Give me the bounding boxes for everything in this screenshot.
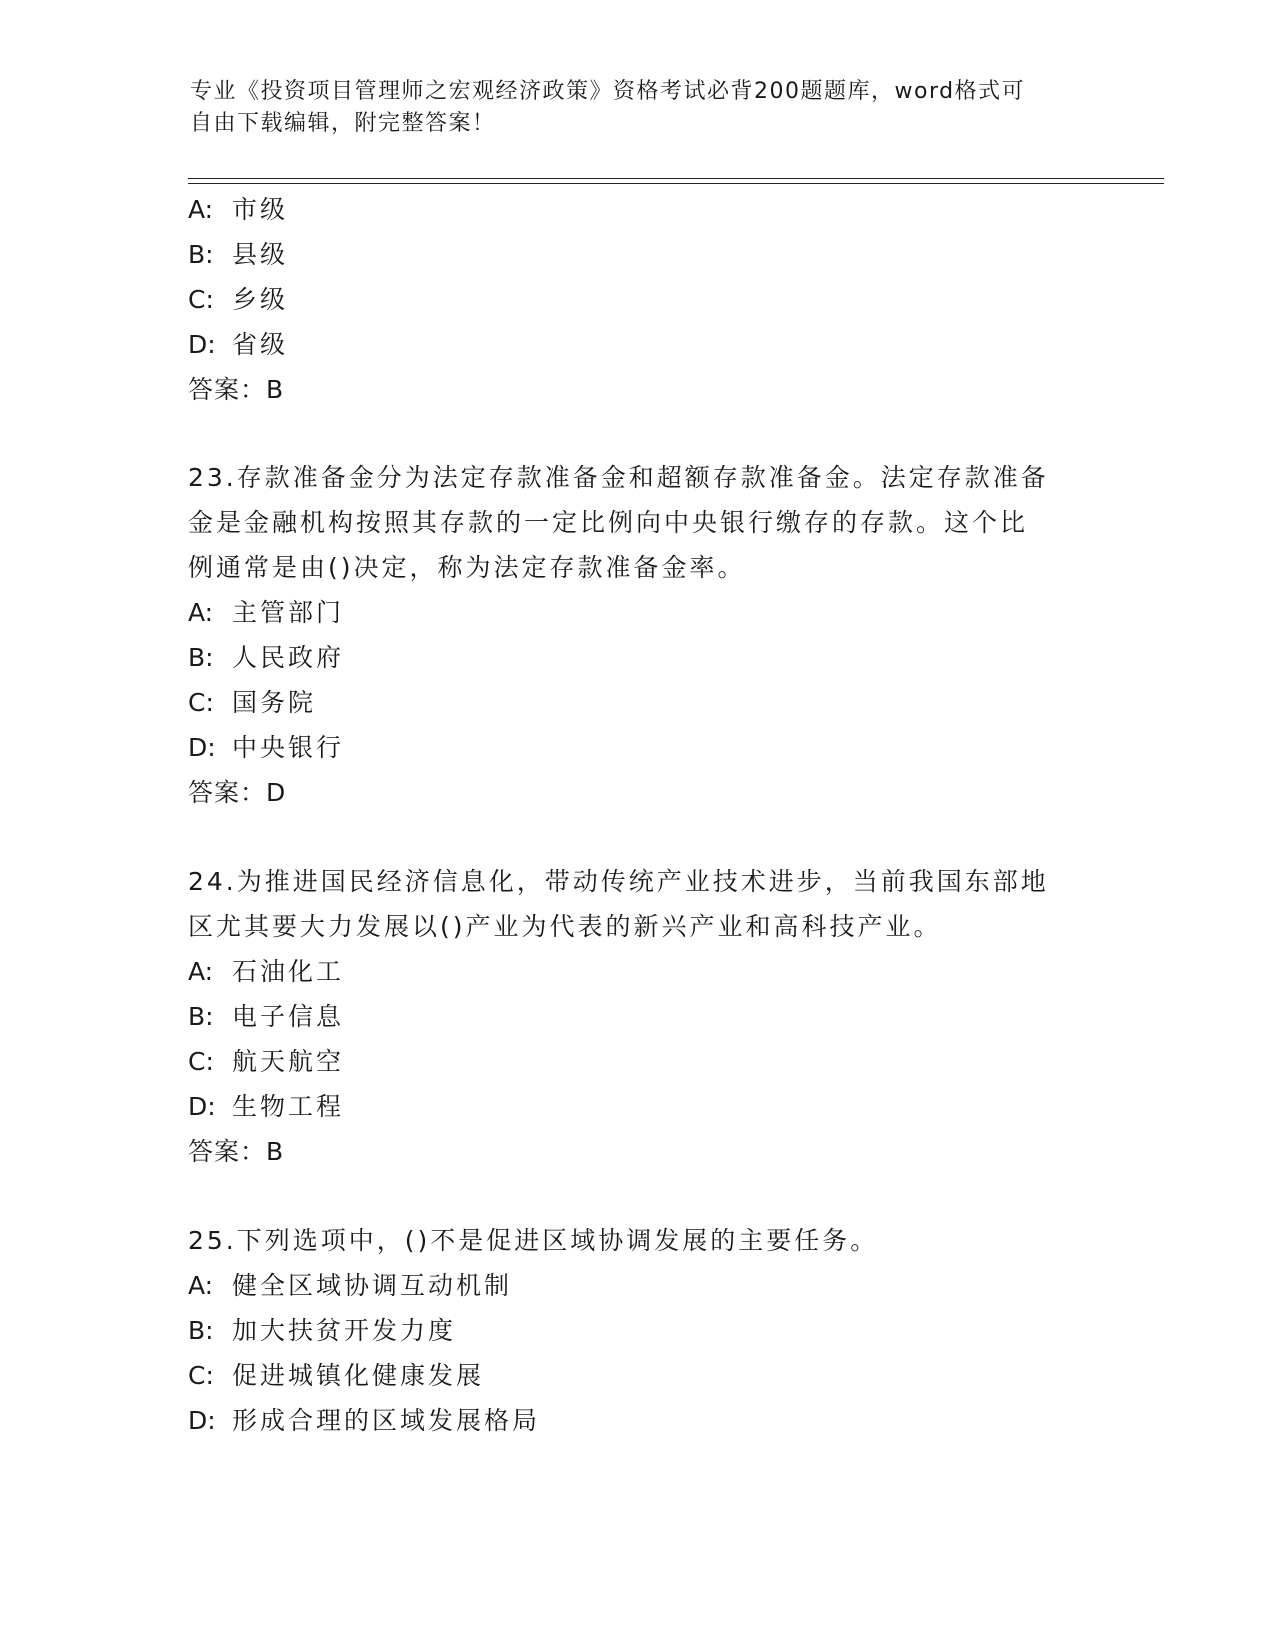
option-text: 县级 <box>232 240 289 269</box>
option-row <box>188 732 344 764</box>
answer-line: 答案：D <box>188 778 287 807</box>
header-title-line-2: 自由下载编辑，附完整答案！ <box>190 111 496 136</box>
option-text: 健全区域协调互动机制 <box>232 1271 513 1300</box>
option-key: B: <box>188 1316 214 1345</box>
option-row <box>188 956 344 988</box>
option-text: 人民政府 <box>232 643 345 672</box>
option-text: 电子信息 <box>232 1002 345 1031</box>
option-row <box>188 1091 344 1123</box>
option-key: B: <box>188 1002 214 1031</box>
option-text: 生物工程 <box>232 1092 345 1121</box>
option-key: D: <box>188 733 216 762</box>
question-line: 23.存款准备金分为法定存款准备金和超额存款准备金。法定存款准备 <box>188 463 1049 492</box>
header-divider <box>188 178 1164 184</box>
option-row <box>188 1270 512 1302</box>
option-text: 加大扶贫开发力度 <box>232 1316 457 1345</box>
option-key: D: <box>188 1406 216 1435</box>
option-row <box>188 329 288 361</box>
option-key: A: <box>188 598 214 627</box>
option-row <box>188 642 344 674</box>
question-line: 区尤其要大力发展以()产业为代表的新兴产业和高科技产业。 <box>188 912 942 941</box>
header-title-line-1: 专业《投资项目管理师之宏观经济政策》资格考试必背200题题库，word格式可 <box>190 79 1026 104</box>
option-row <box>188 1001 344 1033</box>
option-key: B: <box>188 643 214 672</box>
option-row <box>188 1046 344 1078</box>
option-key: C: <box>188 1361 214 1390</box>
answer-line: 答案：B <box>188 375 285 404</box>
option-row <box>188 284 288 316</box>
option-key: C: <box>188 285 214 314</box>
option-row <box>188 239 288 271</box>
option-text: 中央银行 <box>232 733 345 762</box>
document-header <box>190 76 1090 140</box>
option-text: 航天航空 <box>232 1047 345 1076</box>
option-key: A: <box>188 957 214 986</box>
option-key: C: <box>188 1047 214 1076</box>
question-line: 金是金融机构按照其存款的一定比例向中央银行缴存的存款。这个比 <box>188 508 1029 537</box>
answer-line: 答案：B <box>188 1137 285 1166</box>
option-key: D: <box>188 1092 216 1121</box>
option-text: 国务院 <box>232 688 317 717</box>
option-key: A: <box>188 195 214 224</box>
option-row <box>188 1360 484 1392</box>
option-key: B: <box>188 240 214 269</box>
option-row <box>188 687 316 719</box>
option-text: 石油化工 <box>232 957 345 986</box>
option-text: 乡级 <box>232 285 289 314</box>
option-key: D: <box>188 330 216 359</box>
option-row <box>188 597 344 629</box>
option-text: 形成合理的区域发展格局 <box>232 1406 541 1435</box>
option-text: 主管部门 <box>232 598 345 627</box>
option-key: A: <box>188 1271 214 1300</box>
option-row <box>188 194 288 226</box>
option-key: C: <box>188 688 214 717</box>
option-text: 市级 <box>232 195 289 224</box>
option-text: 促进城镇化健康发展 <box>232 1361 485 1390</box>
question-line: 例通常是由()决定，称为法定存款准备金率。 <box>188 553 746 582</box>
option-text: 省级 <box>232 330 289 359</box>
question-line: 24.为推进国民经济信息化，带动传统产业技术进步，当前我国东部地 <box>188 867 1049 896</box>
option-row <box>188 1405 540 1437</box>
option-row <box>188 1315 456 1347</box>
question-line: 25.下列选项中，()不是促进区域协调发展的主要任务。 <box>188 1226 879 1255</box>
